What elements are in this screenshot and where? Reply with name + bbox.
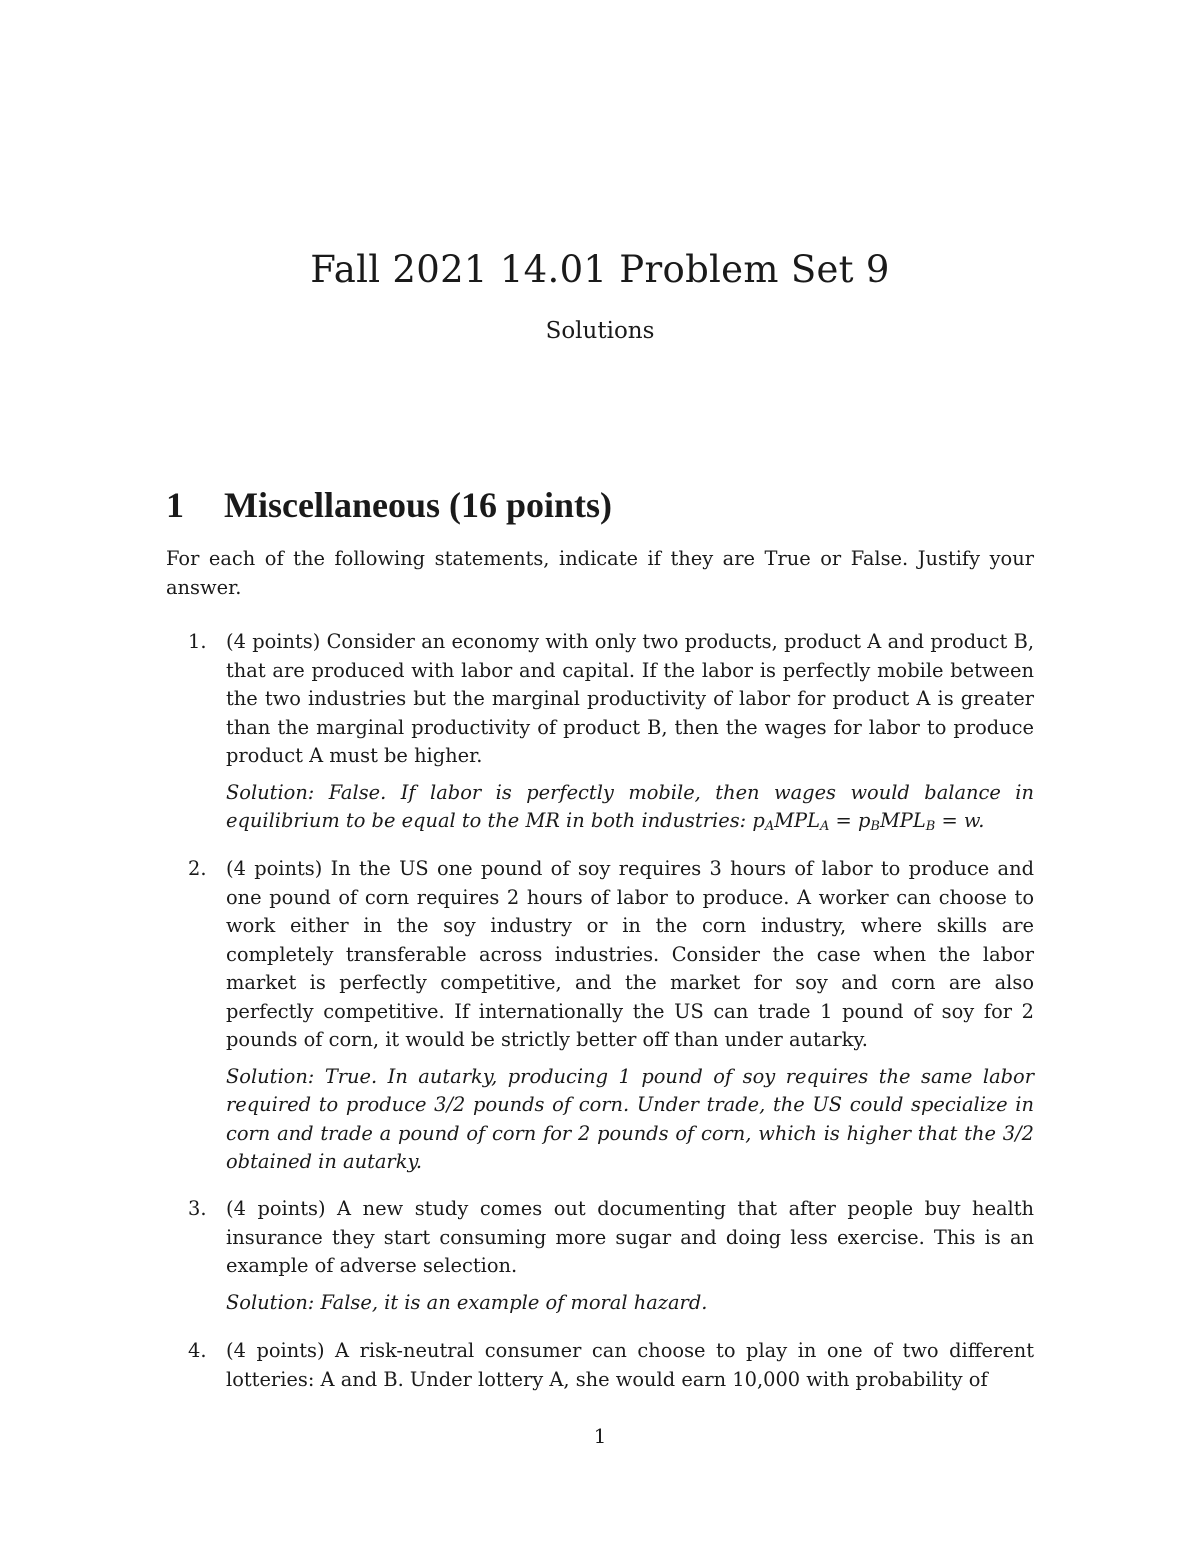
problem-number: 2.	[188, 857, 207, 880]
problem-1	[166, 628, 1034, 842]
problem-solution: Solution: True. In autarky, producing 1 pound of soy requires the same labor required to produce 3/2 pounds of corn. Under trade, the US could specialize in corn and trade a pound of corn for 2 pounds of corn, which is higher that the 3/2 obtained in autarky.	[226, 1064, 1034, 1173]
problem-text: (4 points) In the US one pound of soy requires 3 hours of labor to produce and one pound of corn requires 2 hours of labor to produce. A worker can choose to work either in the soy industry or in the corn industry, where skills are completely transferable across industries. Consider the case when the labor market is perfectly competitive, and the market for soy and corn are also perfectly competitive. If internationally the US can trade 1 pound of soy for 2 pounds of corn, it would be strictly better off than under autarky.	[226, 857, 1034, 1051]
section-heading	[166, 484, 612, 526]
section-intro: For each of the following statements, indicate if they are True or False. Justify your answer.	[166, 547, 1034, 599]
problem-text: (4 points) A risk-neutral consumer can choose to play in one of two different lotteries: A and B. Under lottery A, she would earn 10,000 with probability of	[226, 1339, 1034, 1391]
document-subtitle: Solutions	[545, 318, 655, 344]
problem-text: (4 points) A new study comes out documenting that after people buy health insurance they start consuming more sugar and doing less exercise. This is an example of adverse selection.	[226, 1197, 1034, 1277]
problem-solution	[226, 779, 1034, 842]
solution-text: Solution: False. If labor is perfectly mobile, then wages would balance in equilibrium to be equal to the MR in both industries:	[226, 780, 1034, 832]
section-title: Miscellaneous (16 points)	[224, 485, 613, 525]
page-number: 1	[593, 1424, 607, 1448]
problem-solution: Solution: False, it is an example of moral hazard.	[226, 1290, 708, 1314]
problem-2	[166, 855, 1034, 1177]
problem-number: 3.	[188, 1197, 207, 1220]
section-number: 1	[166, 485, 184, 525]
document-title: Fall 2021 14.01 Problem Set 9	[310, 248, 890, 291]
problem-text: (4 points) Consider an economy with only two products, product A and product B, that are produced with labor and capital. If the labor is perfectly mobile between the two industries but the marginal productivity of labor for product A is greater than the marginal productivity of product B, then the wages for labor to produce product A must be higher.	[226, 630, 1034, 767]
problem-number: 1.	[188, 630, 207, 653]
problem-4	[166, 1337, 1034, 1394]
solution-equation: $p_AMPL_A = p_BMPL_B = w$.	[752, 809, 985, 834]
problem-number: 4.	[188, 1339, 207, 1362]
problem-3	[166, 1195, 1034, 1317]
